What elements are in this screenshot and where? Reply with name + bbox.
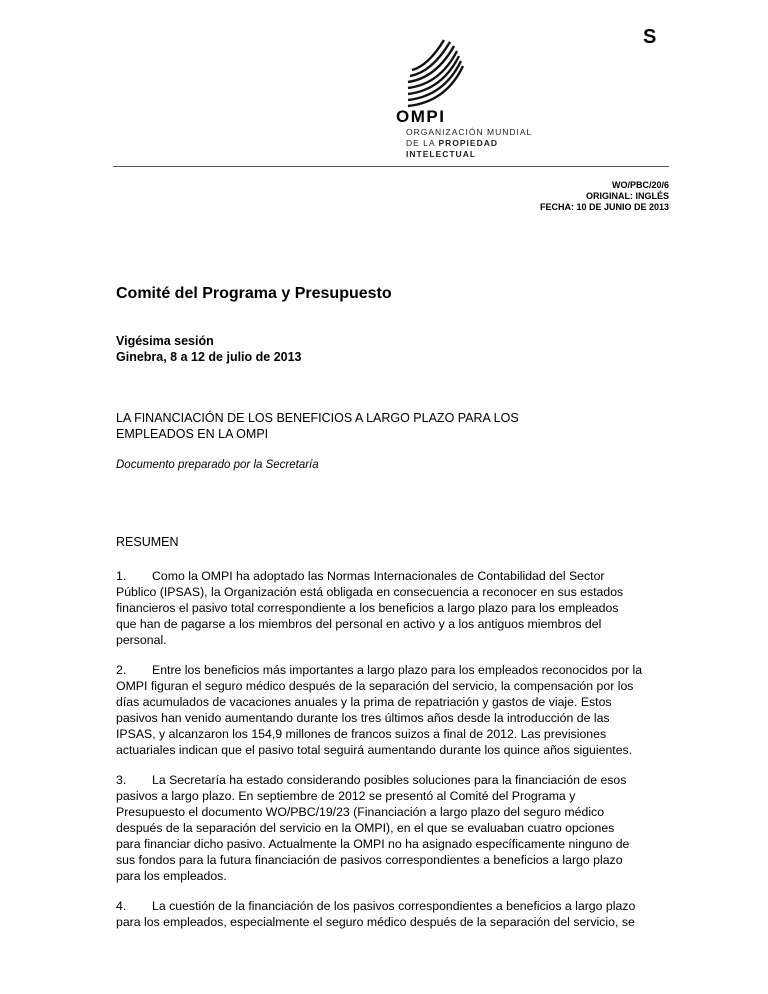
paragraph-line: sus fondos para la futura financiación de pasivos correspondientes a beneficios a largo plazo <box>116 853 623 867</box>
paragraph-line: Público (IPSAS), la Organización está obligada en consecuencia a reconocer en sus estados <box>116 585 624 599</box>
paragraph-line: Presupuesto el documento WO/PBC/19/23 (Financiación a largo plazo del seguro médico <box>116 805 605 819</box>
session-name: Vigésima sesión <box>116 334 214 348</box>
summary-heading: RESUMEN <box>116 535 179 549</box>
paragraph-line <box>116 662 676 678</box>
header-divider <box>113 166 669 167</box>
paragraph-line: que han de pagarse a los miembros del personal en activo y a los antiguos miembros del <box>116 617 602 631</box>
session-info <box>116 333 302 365</box>
original-language: ORIGINAL: INGLÉS <box>586 191 669 201</box>
paragraph-line: financieros el pasivo total correspondiente a los beneficios a largo plazo para los empleados <box>116 601 619 615</box>
paragraph-line: para financiar dicho pasivo. Actualmente la OMPI no ha asignado específicamente ninguno de <box>116 837 630 851</box>
paragraph-text: Como la OMPI ha adoptado las Normas Internacionales de Contabilidad del Sector <box>152 569 605 583</box>
paragraph-3 <box>116 772 676 884</box>
paragraph-line: para los empleados, especialmente el seguro médico después de la separación del servicio, se <box>116 915 635 929</box>
language-code: S <box>643 26 657 48</box>
paragraph-text: Entre los beneficios más importantes a largo plazo para los empleados reconocidos por la <box>152 663 643 677</box>
paragraph-line <box>116 772 676 788</box>
paragraph-line: personal. <box>116 633 167 647</box>
document-metadata <box>540 180 669 213</box>
paragraph-number: 2. <box>116 663 127 677</box>
paragraph-4 <box>116 898 676 930</box>
logo-org-line2-prefix: DE LA <box>406 138 439 148</box>
paragraph-1 <box>116 568 676 648</box>
paragraph-line: actuariales indican que el pasivo total seguirá aumentando durante los quince años siguientes. <box>116 743 633 757</box>
document-title-line1: LA FINANCIACIÓN DE LOS BENEFICIOS A LARGO PLAZO PARA LOS <box>116 411 519 425</box>
logo-org-line3: INTELECTUAL <box>406 149 477 159</box>
paragraph-line: días acumulados de vacaciones anuales y la prima de repatriación y gastos de viaje. Estos <box>116 695 612 709</box>
paragraph-line: para los empleados. <box>116 869 227 883</box>
paragraph-2 <box>116 662 676 758</box>
document-date: FECHA: 10 DE JUNIO DE 2013 <box>539 202 669 212</box>
paragraph-number: 4. <box>116 899 127 913</box>
paragraph-line: pasivos han venido aumentando durante los tres últimos años desde la introducción de las <box>116 711 610 725</box>
logo-org-line2-bold: PROPIEDAD <box>438 138 499 148</box>
paragraph-text: La Secretaría ha estado considerando posibles soluciones para la financiación de esos <box>152 773 627 787</box>
paragraph-number: 1. <box>116 569 127 583</box>
logo-org-line2 <box>406 138 532 149</box>
paragraph-line: IPSAS, y alcanzaron los 154,9 millones de francos suizos a final de 2012. Las previsiones <box>116 727 607 741</box>
wipo-emblem-icon <box>406 38 476 108</box>
paragraph-text: La cuestión de la financiación de los pasivos correspondientes a beneficios a largo plazo <box>152 899 636 913</box>
paragraph-line: OMPI figuran el seguro médico después de la separación del servicio, la compensación por los <box>116 679 634 693</box>
wipo-logo <box>396 26 576 161</box>
session-place-date: Ginebra, 8 a 12 de julio de 2013 <box>116 350 302 364</box>
summary-body <box>116 568 676 944</box>
document-title <box>116 410 596 442</box>
prepared-by: Documento preparado por la Secretaría <box>116 459 319 471</box>
paragraph-line <box>116 568 676 584</box>
logo-acronym: OMPI <box>396 107 446 126</box>
committee-title: Comité del Programa y Presupuesto <box>116 285 392 302</box>
paragraph-line <box>116 898 676 914</box>
paragraph-line: después de la separación del servicio en la OMPI), en el que se evaluaban cuatro opciones <box>116 821 615 835</box>
document-symbol: WO/PBC/20/6 <box>611 180 669 190</box>
logo-org-line1: ORGANIZACIÓN MUNDIAL <box>406 127 533 137</box>
logo-org-name <box>406 127 532 160</box>
document-title-line2: EMPLEADOS EN LA OMPI <box>116 427 269 441</box>
paragraph-number: 3. <box>116 773 127 787</box>
paragraph-line: pasivos a largo plazo. En septiembre de 2012 se presentó al Comité del Programa y <box>116 789 576 803</box>
